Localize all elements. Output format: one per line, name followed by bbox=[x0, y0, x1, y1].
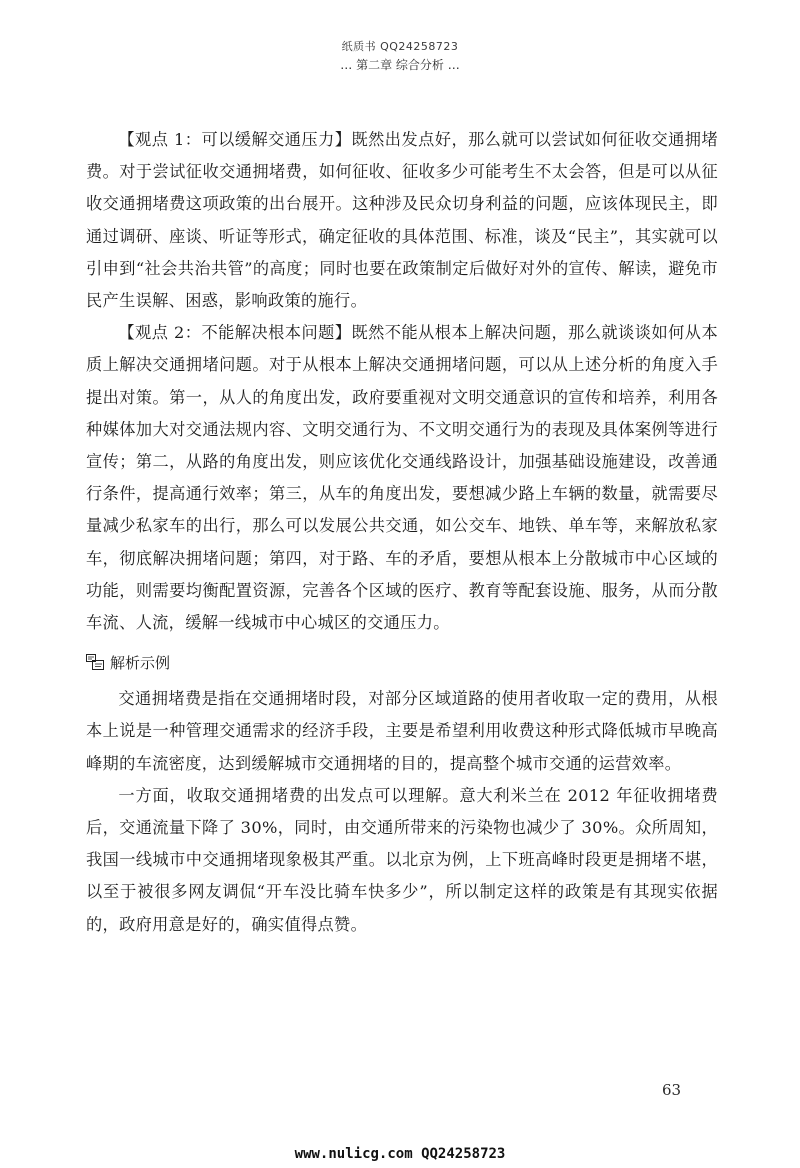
page-body bbox=[86, 124, 718, 941]
analysis-paragraph-1: 交通拥堵费是指在交通拥堵时段，对部分区域道路的使用者收取一定的费用，从根本上说是一种管理交通需求的经济手段，主要是希望利用收费这种形式降低城市早晚高峰期的车流密度，达到缓解城市交通拥堵的目的，提高整个城市交通的运营效率。 bbox=[86, 689, 718, 773]
section-title: 解析示例 bbox=[110, 653, 171, 672]
header-watermark-line: 纸质书 QQ24258723 bbox=[341, 40, 459, 53]
running-header bbox=[0, 38, 800, 73]
footer-watermark: www.nulicg.com QQ24258723 bbox=[294, 1146, 506, 1162]
page-number: 63 bbox=[662, 1081, 682, 1099]
analysis-paragraph-2: 一方面，收取交通拥堵费的出发点可以理解。意大利米兰在 2012 年征收拥堵费后，交通流量下降了 30%，同时，由交通所带来的污染物也减少了 30%。众所周知，我国一线城市中交通拥堵现象极其严重。以北京为例，上下班高峰时段更是拥堵不堪，以至于被很多网友调侃“开车没比骑车快多少”，所以制定这样的政策是有其现实依据的，政府用意是好的，确实值得点赞。 bbox=[86, 785, 718, 934]
viewpoint-1-paragraph: 【观点 1：可以缓解交通压力】既然出发点好，那么就可以尝试如何征收交通拥堵费。对于尝试征收交通拥堵费，如何征收、征收多少可能考生不太会答，但是可以从征收交通拥堵费这项政策的出台展开。这种涉及民众切身利益的问题，应该体现民主，即通过调研、座谈、听证等形式，确定征收的具体范围、标准，谈及“民主”，其实就可以引申到“社会共治共管”的高度；同时也要在政策制定后做好对外的宣传、解读，避免市民产生误解、困惑，影响政策的施行。 bbox=[86, 130, 718, 311]
chapter-title: … 第二章 综合分析 … bbox=[340, 58, 460, 72]
viewpoint-2-paragraph: 【观点 2：不能解决根本问题】既然不能从根本上解决问题，那么就谈谈如何从本质上解决交通拥堵问题。对于从根本上解决交通拥堵问题，可以从上述分析的角度入手提出对策。第一，从人的角度出发，政府要重视对文明交通意识的宣传和培养，利用各种媒体加大对交通法规内容、文明交通行为、不文明交通行为的表现及具体案例等进行宣传；第二，从路的角度出发，则应该优化交通线路设计，加强基础设施建设，改善通行条件，提高通行效率；第三，从车的角度出发，要想减少路上车辆的数量，就需要尽量减少私家车的出行，那么可以发展公共交通，如公交车、地铁、单车等，来解放私家车，彻底解决拥堵问题；第四，对于路、车的矛盾，要想从根本上分散城市中心区域的功能，则需要均衡配置资源，完善各个区域的医疗、教育等配套设施、服务，从而分散车流、人流，缓解一线城市中心城区的交通压力。 bbox=[86, 323, 718, 633]
analysis-box-icon bbox=[86, 654, 104, 670]
section-heading bbox=[86, 648, 718, 676]
